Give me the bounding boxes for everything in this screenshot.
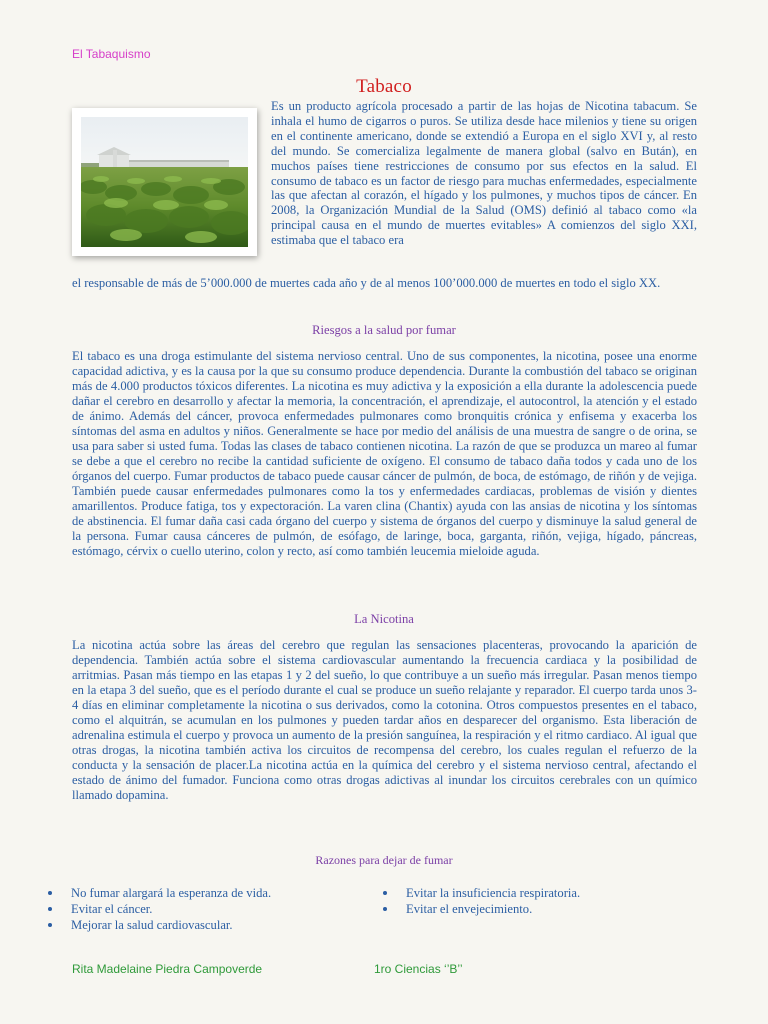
document-header: El Tabaquismo — [72, 47, 151, 61]
list-item — [383, 885, 580, 901]
bullet-icon — [48, 923, 52, 927]
list-item-text: Evitar el envejecimiento. — [406, 902, 533, 916]
section-heading-riesgos: Riesgos a la salud por fumar — [312, 323, 456, 337]
list-item — [383, 901, 580, 917]
document-title: Tabaco — [356, 76, 412, 97]
paragraph-riesgos: El tabaco es una droga estimulante del sistema nervioso central. Uno de sus componentes, la nicotina, posee una enorme capacidad adictiva, y es la causa por la que su consumo produce dependencia. Durante la combustión del tabaco se originan más de 4.000 productos tóxicos diferentes. La nicotina es muy adictiva y la exposición a ella durante la adolescencia puede dañar el cerebro en desarrollo y afectar la memoria, la concentración, el aprendizaje, el autocontrol, la atención y el estado de ánimo. Además del cáncer, provoca enfermedades pulmonares como bronquitis crónica y enfisema y exacerba los síntomas del asma en adultos y niños. Generalmente se hace por medio del análisis de una muestra de sangre o de orina, se usa para saber si usted fuma. Todas las clases de tabaco contienen nicotina. La razón de que se produzca un mareo al fumar se debe a que el cerebro no recibe la cantidad suficiente de oxígeno. El consumo de tabaco daña todos y cada uno de los órganos del cuerpo. Fumar productos de tabaco puede causar cáncer de pulmón, de boca, de estómago, de riñón y de vejiga. También puede causar enfermedades pulmonares como la tos y enfermedades cardiacas, problemas de visión y dientes amarillentos. Produce fatiga, tos y expectoración. La varen clina (Chantix) ayuda con las ansias de nicotina y los síntomas de abstinencia. El fumar daña casi cada órgano del cuerpo y sistema de órganos del cuerpo y disminuye la salud general de la persona. Fumar causa cánceres de pulmón, de esófago, de laringe, boca, garganta, riñón, vejiga, hígado, páncreas, estómago, cérvix o cuello uterino, colon y recto, así como también leucemia mieloide aguda. — [72, 349, 697, 558]
list-item-text: Evitar la insuficiencia respiratoria. — [406, 886, 581, 900]
bullet-icon — [383, 891, 387, 895]
list-item — [48, 901, 271, 917]
tobacco-field-photo-frame — [72, 108, 257, 256]
section-heading-razones: Razones para dejar de fumar — [315, 853, 453, 867]
footer-course: 1ro Ciencias ‘’B’’ — [374, 962, 463, 976]
list-item-text: Evitar el cáncer. — [71, 902, 153, 916]
reasons-list-left — [48, 885, 271, 933]
footer-author: Rita Madelaine Piedra Campoverde — [72, 962, 263, 976]
section-heading-nicotina: La Nicotina — [354, 612, 414, 626]
list-item — [48, 885, 271, 901]
tobacco-field-photo — [81, 117, 248, 247]
list-item-text: Mejorar la salud cardiovascular. — [71, 918, 233, 932]
intro-paragraph-continuation: el responsable de más de 5’000.000 de muertes cada año y de al menos 100’000.000 de muertes en todo el siglo XX. — [72, 276, 661, 290]
list-item-text: No fumar alargará la esperanza de vida. — [71, 886, 272, 900]
paragraph-nicotina: La nicotina actúa sobre las áreas del cerebro que regulan las sensaciones placenteras, provocando la aparición de dependencia. También actúa sobre el sistema cardiovascular aumentando la frecuencia cardiaca y la posibilidad de arritmias. Pasan más tiempo en las etapas 1 y 2 del sueño, lo que contribuye a un sueño más irregular. Pasan menos tiempo en la etapa 3 del sueño, que es el período durante el cual se produce un sueño relajante y reparador. El cuerpo tarda unos 3-4 días en eliminar completamente la nicotina o sus derivados, como la cotonina. Otros compuestos presentes en el tabaco, como el alquitrán, se acumulan en los pulmones y pueden tardar años en desparecer del organismo. Esta liberación de adrenalina estimula el cuerpo y provoca un aumento de la presión sanguínea, la respiración y el ritmo cardiaco. Al igual que otras drogas, la nicotina también activa los circuitos de recompensa del cerebro, los cuales regulan el refuerzo de la conducta y la sensación de placer.La nicotina actúa en la química del cerebro y el sistema nervioso central, afectando el estado de ánimo del fumador. Funciona como otras drogas adictivas al inundar los circuitos cerebrales con un químico llamado dopamina. — [72, 638, 697, 802]
intro-paragraph-wrapped: Es un producto agrícola procesado a partir de las hojas de Nicotina tabacum. Se inhala el humo de cigarros o puros. Se utiliza desde hace milenios y tiene su origen en el continente americano, donde se extendió a Europa en el siglo XVI y, al resto del mundo. Se comercializa legalmente de manera global (salvo en Bután), en muchos países tiene restricciones de consumo por sus efectos en la salud. El consumo de tabaco es un factor de riesgo para muchas enfermedades, especialmente las que afectan al corazón, el hígado y los pulmones, y muchos tipos de cáncer. En 2008, la Organización Mundial de la Salud (OMS) definió al tabaco como «la principal causa en el mundo de muertes evitables» A comienzos del siglo XXI, estimaba que el tabaco era — [271, 99, 697, 248]
bullet-icon — [48, 891, 52, 895]
bullet-icon — [48, 907, 52, 911]
bullet-icon — [383, 907, 387, 911]
reasons-list-right — [383, 885, 580, 917]
list-item — [48, 917, 271, 933]
